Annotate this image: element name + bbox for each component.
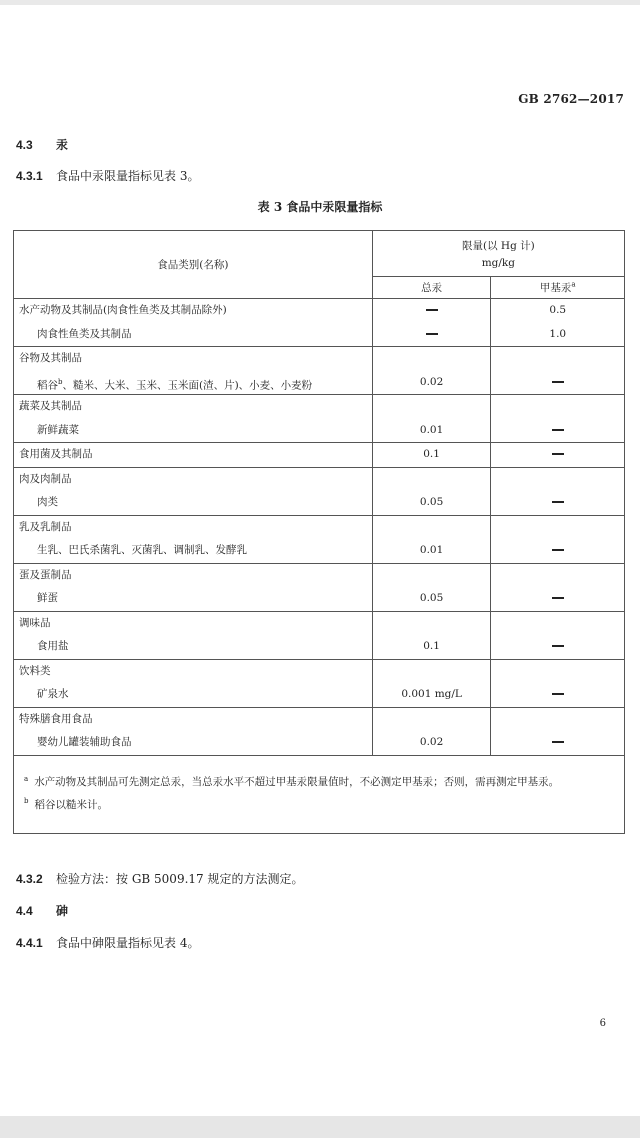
category-text: 生乳、巴氏杀菌乳、灭菌乳、调制乳、发酵乳: [37, 544, 247, 556]
category-cell: [14, 563, 373, 611]
standard-number: GB 2762—2017: [518, 92, 624, 106]
category-cell: [14, 395, 373, 443]
category-text: 谷物及其制品: [19, 352, 82, 364]
section-text: 食品中砷限量指标见表 4。: [56, 936, 200, 950]
section-4-4-1: [16, 934, 199, 951]
header-limit-unit: mg/kg: [481, 257, 516, 269]
subcategory-label: [19, 635, 372, 659]
category-label: [19, 347, 372, 371]
header-limit-label: 限量(以 Hg 计): [461, 240, 535, 252]
category-text: 肉类: [37, 496, 58, 508]
header-category: 食品类别(名称): [14, 231, 373, 299]
value-line: [491, 468, 624, 492]
subcategory-label: [19, 731, 372, 755]
dash-mark: [552, 381, 564, 383]
table-row: [14, 395, 625, 443]
footnote-marker: b: [24, 797, 29, 805]
bottom-edge: [0, 1116, 640, 1138]
section-number: 4.3.1: [16, 169, 43, 183]
value-line: [491, 660, 624, 684]
value-line: 0.5: [549, 304, 567, 316]
total-mercury-cell: [372, 467, 491, 515]
notes-row: [14, 755, 625, 833]
footnote: [24, 792, 616, 815]
value-line: [373, 468, 491, 492]
methyl-mercury-cell: [491, 299, 625, 347]
category-text: 新鲜蔬菜: [37, 423, 79, 436]
methyl-mercury-cell: [491, 347, 625, 395]
category-text: 矿泉水: [37, 688, 69, 700]
category-text: 调味品: [19, 616, 51, 629]
category-text: 食用菌及其制品: [19, 448, 93, 460]
subcategory-label: [19, 371, 372, 395]
section-text: 检验方法：按 GB 5009.17 规定的方法测定。: [56, 872, 304, 886]
table-row: [14, 659, 625, 707]
dash-mark: [552, 549, 564, 551]
value-line: [491, 587, 624, 611]
section-4-3: [16, 136, 68, 153]
value-line: 0.02: [419, 736, 444, 748]
category-cell: [14, 443, 373, 468]
section-4-4: [16, 902, 68, 919]
value-line: [373, 564, 491, 588]
value-line: [373, 323, 491, 347]
header-limit: [372, 231, 624, 277]
total-mercury-cell: [372, 347, 491, 395]
dash-mark: [552, 429, 564, 431]
section-title: 汞: [56, 138, 69, 152]
value-line: [491, 347, 624, 371]
top-edge: [0, 0, 640, 5]
table-row: [14, 707, 625, 755]
subcategory-label: [19, 683, 372, 707]
header-methyl-label: 甲基汞: [539, 282, 572, 294]
methyl-mercury-cell: [491, 395, 625, 443]
category-text: 肉食性鱼类及其制品: [37, 327, 132, 340]
category-cell: [14, 515, 373, 563]
value-line: [373, 299, 491, 323]
table-row: [14, 563, 625, 611]
value-line: 0.05: [419, 592, 444, 604]
footnote-text: 稻谷以糙米计。: [34, 798, 108, 811]
value-line: [373, 395, 491, 419]
category-label: [19, 468, 372, 492]
dash-mark: [426, 333, 438, 335]
section-number: 4.4: [16, 904, 33, 918]
dash-mark: [552, 453, 564, 455]
mercury-limit-table: [13, 230, 625, 834]
section-4-3-2: [16, 870, 303, 887]
total-mercury-cell: [372, 395, 491, 443]
category-cell: [14, 659, 373, 707]
value-line: [491, 419, 624, 443]
dash-mark: [552, 597, 564, 599]
category-label: [19, 612, 372, 636]
value-line: [373, 347, 491, 371]
value-line: 0.01: [419, 423, 444, 436]
category-text: 肉及肉制品: [19, 472, 72, 485]
dash-mark: [552, 501, 564, 503]
category-cell: [14, 467, 373, 515]
value-line: [373, 708, 491, 732]
category-text: 稻谷: [37, 379, 58, 391]
category-cell: [14, 299, 373, 347]
table-row: [14, 611, 625, 659]
total-mercury-cell: [372, 299, 491, 347]
section-number: 4.3.2: [16, 872, 43, 886]
table-notes: [14, 755, 625, 833]
category-text: 婴幼儿罐装辅助食品: [37, 736, 132, 748]
category-cell: [14, 611, 373, 659]
footnote-marker: b: [58, 377, 63, 386]
category-label: [19, 443, 372, 467]
section-title: 砷: [56, 904, 69, 918]
value-line: [373, 612, 491, 636]
total-mercury-cell: [372, 443, 491, 468]
category-text: 鲜蛋: [37, 592, 58, 604]
section-number: 4.4.1: [16, 936, 43, 950]
header-row: [14, 231, 625, 277]
value-line: 0.02: [419, 375, 444, 388]
category-label: [19, 660, 372, 684]
value-line: 0.1: [423, 640, 440, 652]
header-methyl-mercury: [491, 277, 625, 299]
section-number: 4.3: [16, 138, 33, 152]
total-mercury-cell: [372, 515, 491, 563]
value-line: [491, 612, 624, 636]
total-mercury-cell: [372, 659, 491, 707]
category-text: 乳及乳制品: [19, 520, 72, 533]
table-caption: 表 3 食品中汞限量指标: [257, 200, 383, 214]
dash-mark: [552, 645, 564, 647]
table-row: [14, 299, 625, 347]
header-total-mercury: 总汞: [372, 277, 491, 299]
dash-mark: [552, 741, 564, 743]
value-line: 0.001 mg/L: [401, 688, 462, 700]
methyl-mercury-cell: [491, 563, 625, 611]
methyl-mercury-cell: [491, 707, 625, 755]
value-line: [491, 516, 624, 540]
value-line: [491, 443, 624, 467]
value-line: [491, 539, 624, 563]
category-cell: [14, 707, 373, 755]
dash-mark: [426, 309, 438, 311]
footnote-marker: a: [24, 774, 29, 783]
footnote: [24, 770, 616, 793]
methyl-mercury-cell: [491, 443, 625, 468]
category-label: [19, 564, 372, 588]
total-mercury-cell: [372, 563, 491, 611]
methyl-mercury-cell: [491, 611, 625, 659]
category-text: 蛋及蛋制品: [19, 568, 72, 581]
subcategory-label: [19, 419, 372, 443]
value-line: 0.01: [419, 544, 444, 556]
value-line: [491, 635, 624, 659]
category-label: [19, 395, 372, 419]
value-line: [491, 683, 624, 707]
category-label: [19, 708, 372, 732]
methyl-mercury-cell: [491, 659, 625, 707]
category-label: [19, 299, 372, 323]
value-line: [491, 708, 624, 732]
value-line: 0.05: [419, 496, 444, 508]
table-row: [14, 467, 625, 515]
value-line: [491, 395, 624, 419]
category-text: 特殊膳食用食品: [19, 712, 93, 725]
total-mercury-cell: [372, 707, 491, 755]
dash-mark: [552, 693, 564, 695]
category-text: 食用盐: [37, 640, 69, 652]
value-line: [491, 564, 624, 588]
value-line: [373, 516, 491, 540]
value-line: 0.1: [423, 448, 440, 460]
value-line: [491, 371, 624, 395]
category-text: 饮料类: [19, 664, 51, 677]
total-mercury-cell: [372, 611, 491, 659]
footnote-text: 水产动物及其制品可先测定总汞，当总汞水平不超过甲基汞限量值时，不必测定甲基汞；否则，需再测定甲基汞。: [34, 776, 560, 788]
page-number: 6: [599, 1018, 606, 1029]
table-row: [14, 515, 625, 563]
category-text-rest: 、糙米、大米、玉米、玉米面(渣、片)、小麦、小麦粉: [62, 379, 313, 391]
footnote-marker: a: [571, 280, 576, 289]
category-cell: [14, 347, 373, 395]
value-line: 1.0: [549, 327, 567, 340]
category-text: 蔬菜及其制品: [19, 400, 82, 412]
section-text: 食品中汞限量指标见表 3。: [56, 169, 200, 183]
table-row: [14, 347, 625, 395]
value-line: [491, 731, 624, 755]
section-4-3-1: [16, 167, 199, 184]
methyl-mercury-cell: [491, 467, 625, 515]
category-label: [19, 516, 372, 540]
table-row: [14, 443, 625, 468]
subcategory-label: [19, 587, 372, 611]
methyl-mercury-cell: [491, 515, 625, 563]
value-line: [373, 660, 491, 684]
subcategory-label: [19, 491, 372, 515]
subcategory-label: [19, 539, 372, 563]
subcategory-label: [19, 323, 372, 347]
category-text: 水产动物及其制品(肉食性鱼类及其制品除外): [19, 304, 227, 316]
value-line: [491, 491, 624, 515]
